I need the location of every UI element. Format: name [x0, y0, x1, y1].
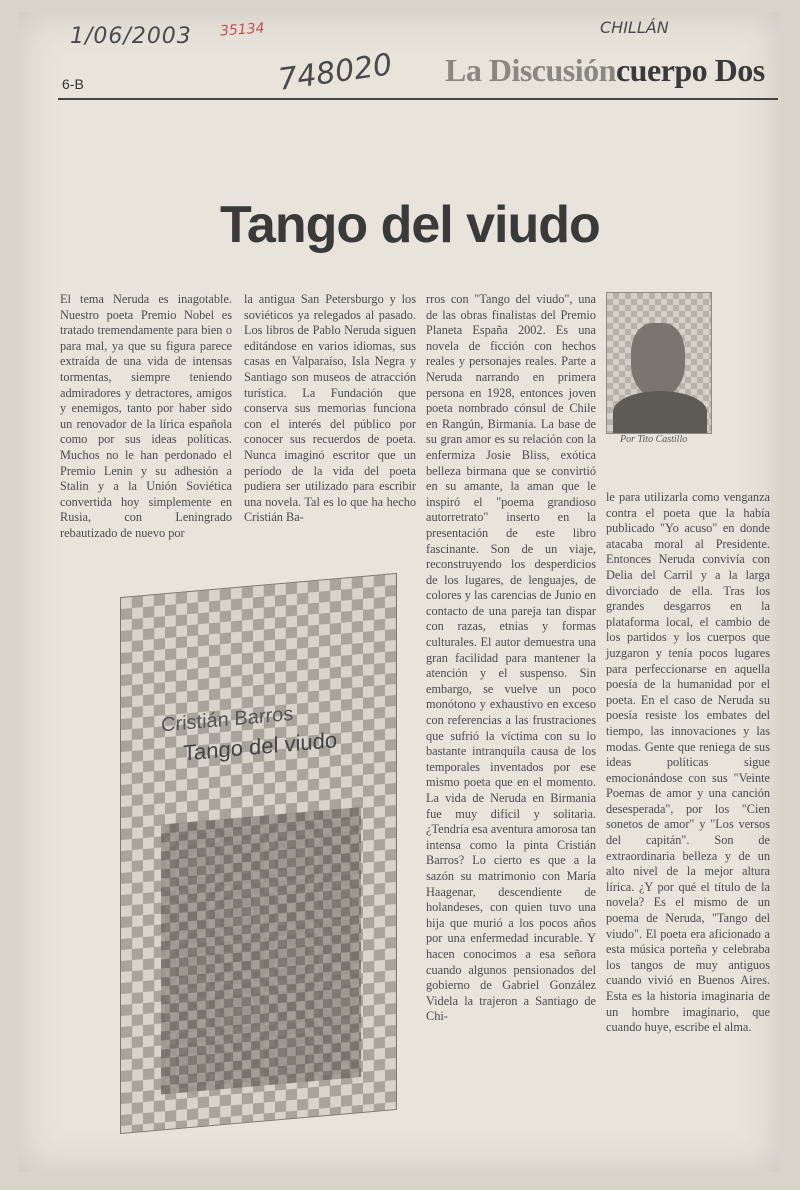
column-3-text: rros con "Tango del viudo", una de las obras finalistas del Premio Planeta España 2002. Es una novela de ficción con hechos reales y personajes reales. Parte a Neruda narrando en primera persona en 1928, entonces joven poeta nombrado cónsul de Chile en Rangún, Birmania. La base de su gran amor es su relación con la enfermiza Josie Bliss, exótica belleza birmana que se convirtió en su amante, la aman que le inspiró el "poema grandioso autorretrato" inserto en la presentación de este libro fascinante. Son de un viaje, reconstruyendo los desperdicios de los lugares, de lenguajes, de colores y las carencias de Junio en contacto de una pareja tan dispar con razas, etnias y formas culturales. El autor demuestra una gran facilidad para mantener la atención y el suspenso. Sin embargo, se vuelve un poco monótono y exhaustivo en exceso con referencias a las frustraciones que sufrió la víctima con su lo bastante intranquila causa de los temporales inventados por ese mismo poeta que en el momento. La vida de Neruda en Birmania fue muy difícil y solitaria. ¿Tendría esa aventura amorosa tan intensa como la pinta Cristián Barros? Lo cierto es que a la sazón su matrimonio con María Haagenar, descendiente de holandeses, con quien tuvo una hija que murió a los pocos años por una enfermedad incurable. Y hacen conocimos a esa señora cuando algunos pensionados del gobierno de Gabriel González Videla la trajeron a Santiago de Chi- [426, 292, 596, 1024]
handwritten-code: 748020 [276, 47, 395, 98]
handwritten-city: CHILLÁN [600, 18, 669, 37]
handwritten-red-number: 35134 [219, 20, 266, 40]
article-column-3 [426, 292, 596, 1025]
column-4-text: le para utilizarla como venganza contra el poeta que la había publicado "Yo acuso" en donde atacaba moral al Presidente. Entonces Neruda convivía con Delia del Carril y a la larga divorciado de ella. Tras los grandes desgarros en la plataforma local, el cambio de los partidos y los cuerpos que juzgaron y tenía pocos lugares para perfeccionarse en aquella poesía de la humanidad por el poeta. En el caso de Neruda su poesía resiste los embates del tiempo, las innovaciones y las modas. Gente que reniega de sus ideas políticas sigue emocionándose con sus "Veinte Poemas de amor y una canción desesperada", por los "Cien sonetos de amor" y "Los versos del capitán". Son de extraordinaria belleza y de un alto nivel de la mejor altura lírica. ¿Y por qué el título de la novela? Es el mismo de un poema de Neruda, "Tango del viudo". El poeta era aficionado a esta música porteña y celebraba los tangos de muy antiguos cuando vivió en Buenos Aires. Esta es la historia imaginaria de un hombre imaginario, que cuando huye, escribe el alma. [606, 490, 770, 1035]
headline: Tango del viudo [220, 196, 600, 254]
article-column-1 [60, 292, 232, 542]
column-1-text: El tema Neruda es inagotable. Nuestro poeta Premio Nobel es tratado tremendamente para bien o para mal, ya que su figura parece extraída de una vida de intensas tormentas, siempre teniendo admiradores y detractores, amigos y enemigos, tanto por haber sido un renovador de la lírica española como por sus ideas políticas. Muchos no le han perdonado el Premio Lenin y su adhesión a Stalin y a la Unión Soviética convertida hoy simplemente en Rusia, con Leningrado rebautizado de nuevo por [60, 292, 232, 540]
book-cover-image [120, 573, 397, 1134]
photo-caption: Por Tito Castillo [620, 434, 688, 445]
article-column-4 [606, 490, 770, 1036]
article-column-2 [244, 292, 416, 526]
handwritten-date: 1/06/2003 [70, 24, 192, 49]
page-number: 6-B [62, 76, 84, 92]
header-rule [58, 98, 778, 100]
author-portrait [606, 292, 712, 434]
masthead [445, 52, 765, 89]
portrait-face [631, 323, 685, 397]
portrait-shoulders [613, 391, 707, 433]
book-author: Cristián Barros [161, 702, 294, 737]
column-2-text: la antigua San Petersburgo y los soviéticos ya relegados al pasado. Los libros de Pablo Neruda siguen editándose en varios idiomas, sus casas en Valparaíso, Isla Negra y Santiago son museos de atracción turística. La Fundación que conserva sus memorias funciona con el interés del público por conocer sus recuerdos de poeta. Nunca imaginó escritor que un período de la vida del poeta pudiera ser utilizado para escribir una novela. Tal es lo que ha hecho Cristián Ba- [244, 292, 416, 525]
book-cover-art [161, 807, 361, 1094]
masthead-section: cuerpo Dos [615, 52, 765, 88]
masthead-paper: La Discusión [445, 52, 616, 88]
book-title: Tango del viudo [183, 727, 338, 766]
